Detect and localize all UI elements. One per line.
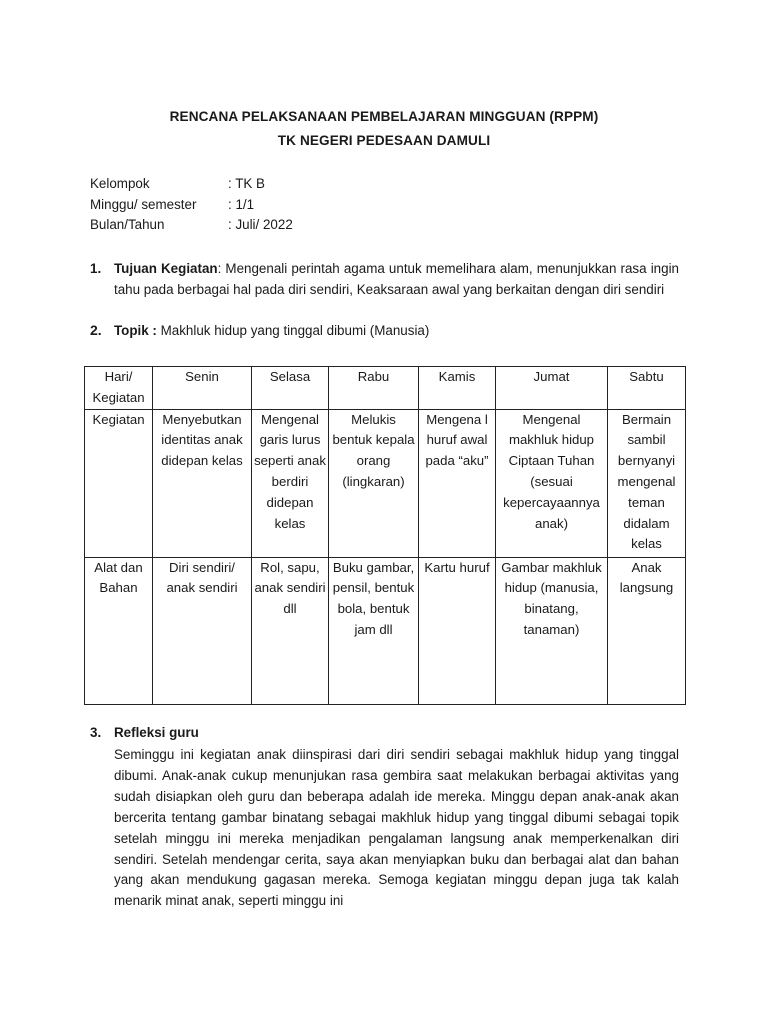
table-header-cell: Selasa — [252, 367, 329, 410]
section-text: : Mengenali perintah agama untuk memelihara alam, menunjukkan rasa ingin tahu pada berbagai hal pada diri sendiri, Keaksaraan awal yang berkaitan dengan diri sendiri — [114, 261, 679, 297]
info-row-kelompok — [90, 174, 293, 195]
table-cell: Mengenal garis lurus seperti anak berdiri didepan kelas — [252, 409, 329, 557]
reflection-text: Seminggu ini kegiatan anak diinspirasi dari diri sendiri sebagai makhluk hidup yang tinggal dibumi. Anak-anak cukup menunjukan rasa gembira saat melakukan berbagai aktivitas yang sudah disiapkan oleh guru dan beberapa adalah ide mereka. Minggu depan anak-anak akan bercerita tentang gambar binatang sebagai makhluk hidup yang tinggal dibumi sebagai topik setelah minggu ini mereka menjadikan pengalaman langsung anak memperkenalkan diri sendiri. Setelah mendengar cerita, saya akan menyiapkan buku dan berbagai alat dan bahan yang akan mendukung gagasan mereka. Semoga kegiatan minggu depan juga tak kalah menarik minat anak, seperti minggu ini — [114, 747, 679, 909]
table-cell: Kartu huruf — [419, 557, 496, 704]
school-name: TK NEGERI PEDESAAN DAMULI — [277, 133, 491, 148]
info-label: Minggu/ semester — [90, 196, 197, 212]
table-cell: Menyebutkan identitas anak didepan kelas — [153, 409, 252, 557]
info-value: : 1/1 — [228, 196, 255, 212]
info-label: Bulan/Tahun — [90, 217, 165, 232]
info-value: : TK B — [228, 176, 265, 191]
table-header-cell: Rabu — [329, 367, 419, 410]
section-number: 2. — [90, 322, 102, 338]
section-label: Tujuan Kegiatan — [114, 261, 218, 276]
section-label: Refleksi guru — [114, 725, 199, 740]
table-cell: Mengenal makhluk hidup Ciptaan Tuhan (sesuai kepercayaannya anak) — [496, 409, 608, 557]
table-cell: Mengena l huruf awal pada “aku” — [419, 409, 496, 557]
table-header-cell: Sabtu — [608, 367, 686, 410]
info-row-minggu — [90, 195, 293, 216]
table-header-cell: Jumat — [496, 367, 608, 410]
document-title: RENCANA PELAKSANAAN PEMBELAJARAN MINGGUAN (RPPM) — [169, 109, 599, 124]
table-cell: Bermain sambil bernyanyi mengenal teman didalam kelas — [608, 409, 686, 557]
info-row-bulan — [90, 215, 293, 236]
section-tujuan-kegiatan — [90, 258, 679, 300]
table-header-cell: Senin — [153, 367, 252, 410]
section-number: 3. — [90, 725, 102, 740]
table-cell: Alat dan Bahan — [85, 557, 153, 704]
section-number: 1. — [90, 261, 102, 276]
table-cell: Anak langsung — [608, 557, 686, 704]
table-cell: Buku gambar, pensil, bentuk bola, bentuk jam dll — [329, 557, 419, 704]
weekly-plan-table — [84, 366, 686, 705]
info-value: : Juli/ 2022 — [228, 217, 293, 232]
table-cell: Gambar makhluk hidup (manusia, binatang, tanaman) — [496, 557, 608, 704]
info-label: Kelompok — [90, 176, 150, 191]
table-header-row — [85, 367, 686, 410]
table-cell: Kegiatan — [85, 409, 153, 557]
table-row-kegiatan — [85, 409, 686, 557]
section-refleksi-guru — [90, 722, 679, 912]
table-header-cell: Kamis — [419, 367, 496, 410]
table-row-alat-bahan — [85, 557, 686, 704]
table-cell: Melukis bentuk kepala orang (lingkaran) — [329, 409, 419, 557]
section-text: Makhluk hidup yang tinggal dibumi (Manusia) — [156, 323, 430, 338]
table-cell: Rol, sapu, anak sendiri dll — [252, 557, 329, 704]
table-cell: Diri sendiri/ anak sendiri — [153, 557, 252, 704]
section-label: Topik : — [114, 323, 157, 338]
table-header-cell: Hari/ Kegiatan — [85, 367, 153, 410]
section-topik — [90, 320, 679, 341]
info-block — [90, 174, 293, 236]
